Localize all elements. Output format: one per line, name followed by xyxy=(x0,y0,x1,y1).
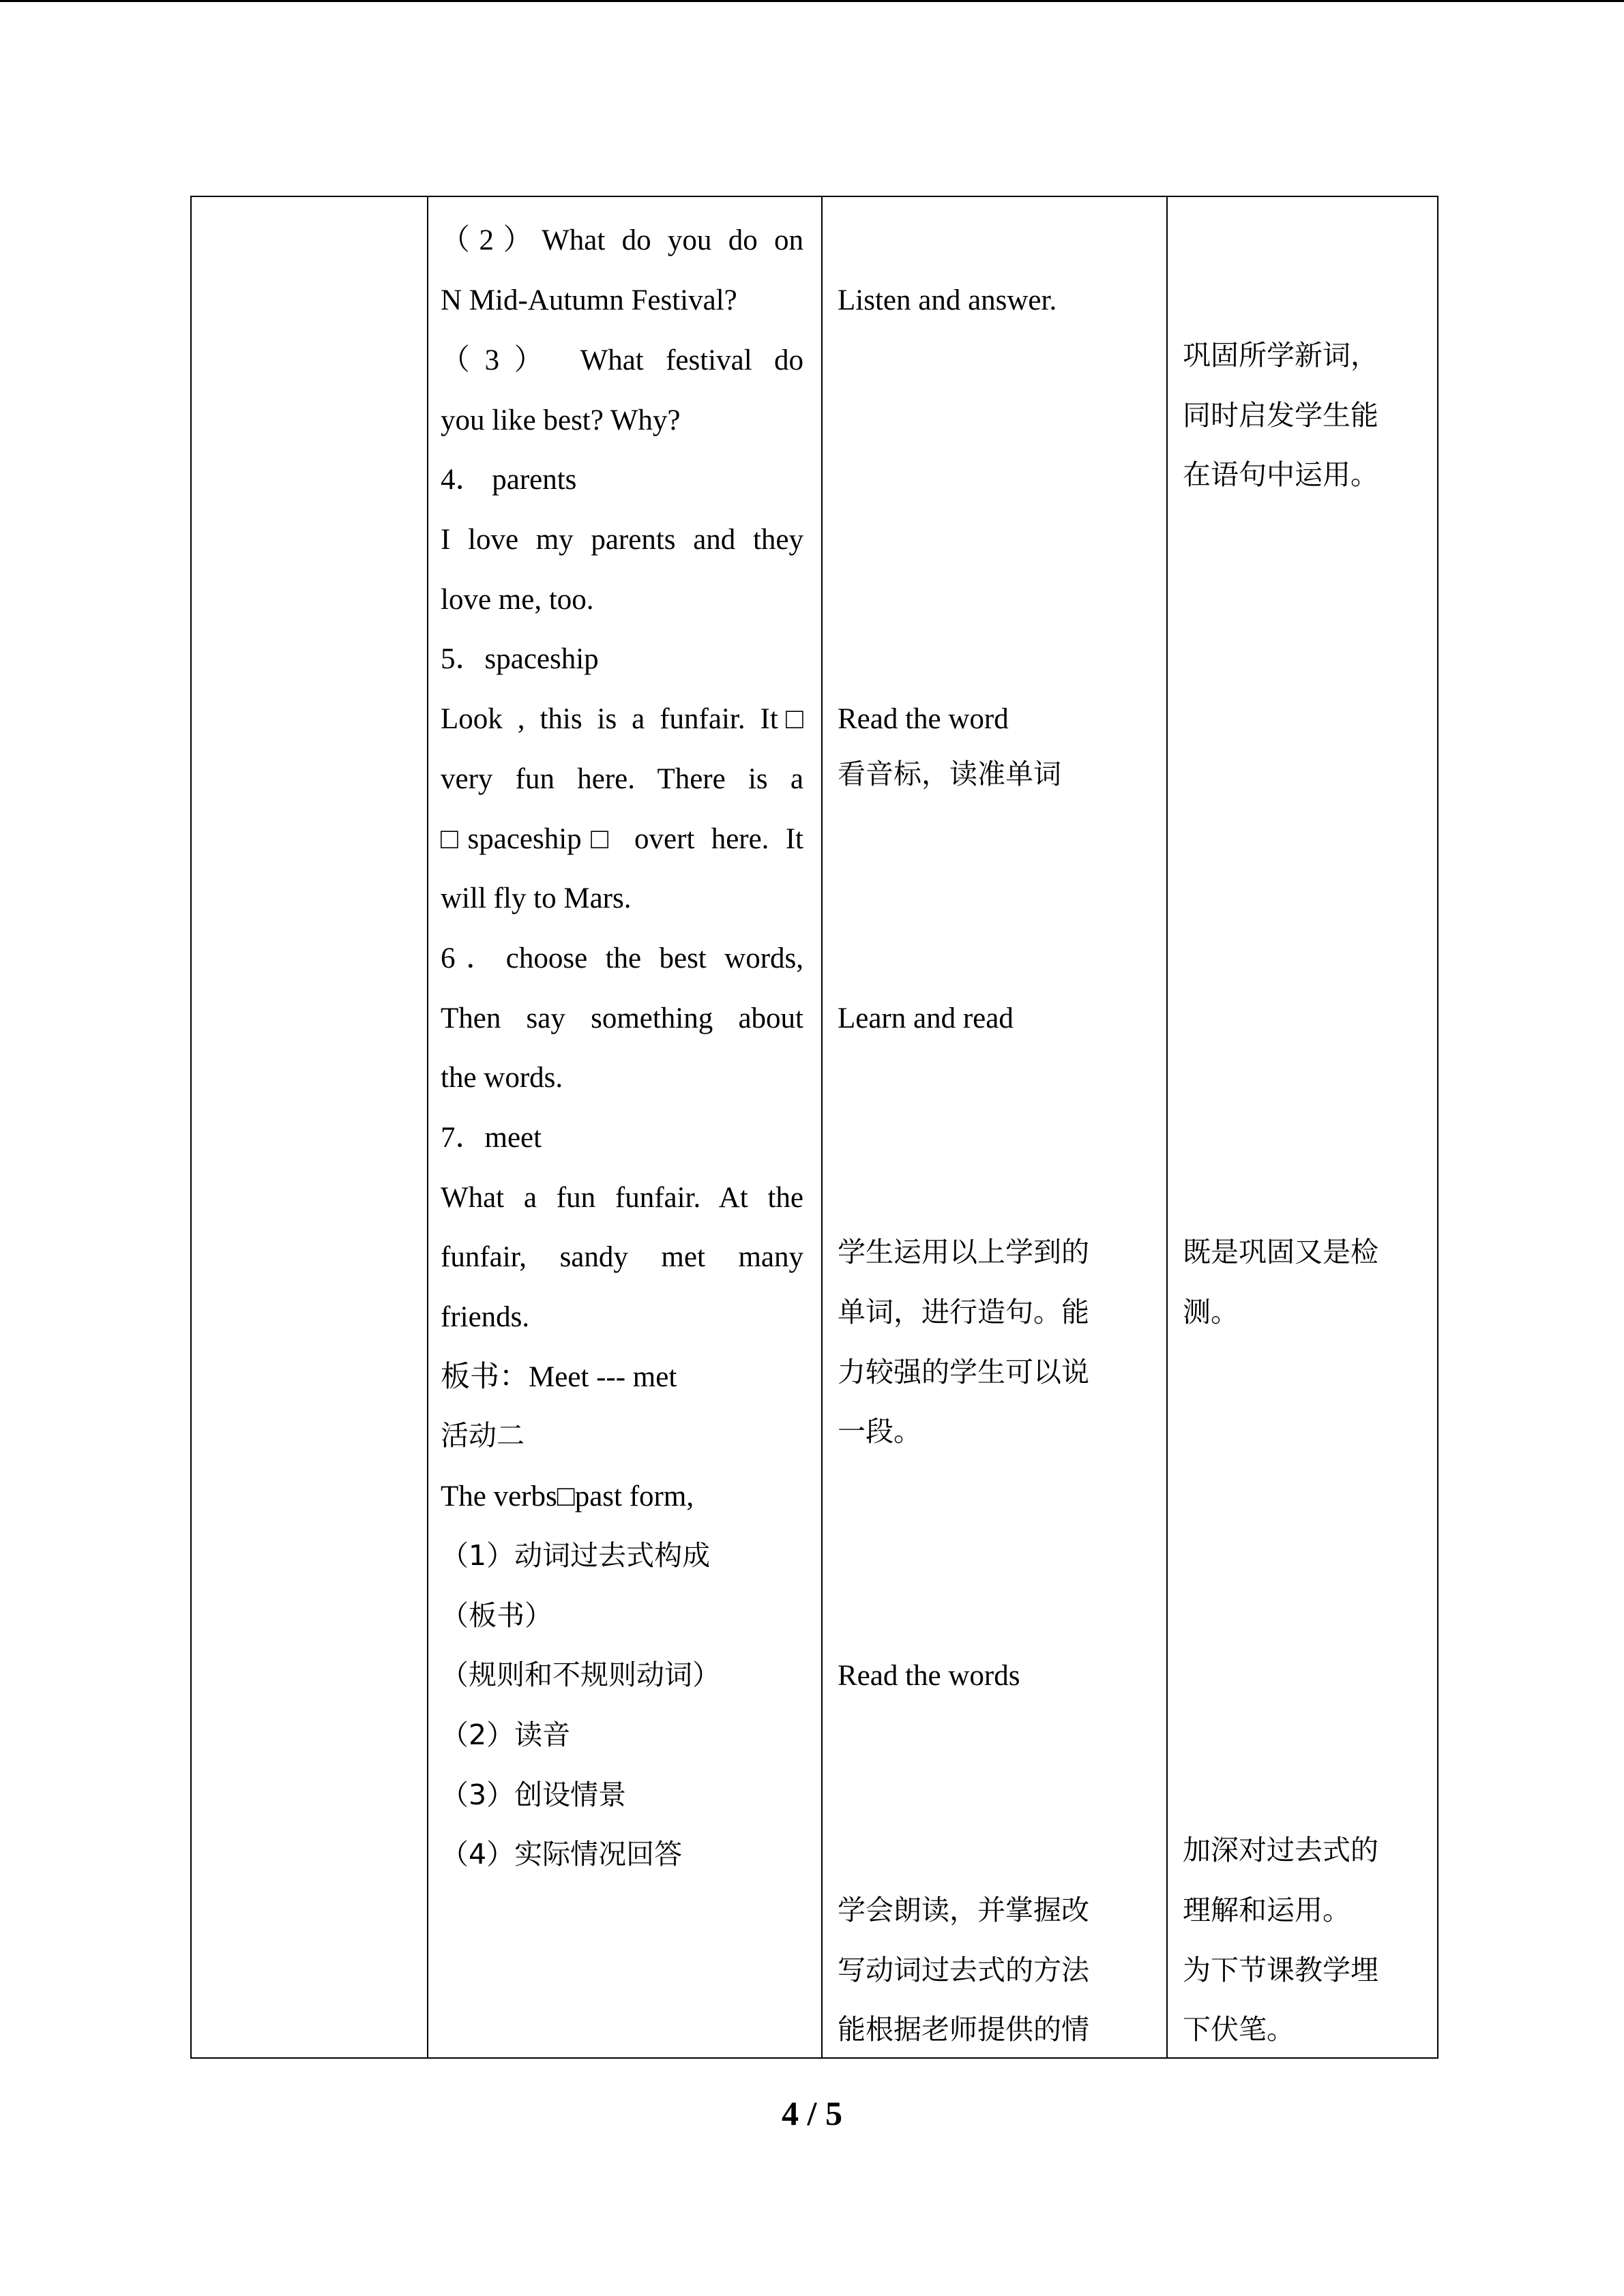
table-row xyxy=(191,196,1438,2058)
activity-line: 4． parents xyxy=(441,464,577,496)
activity-line: love me, too. xyxy=(441,584,594,616)
activity-line: What a fun funfair. At the xyxy=(441,1182,803,1214)
activity-line: （1）动词过去式构成 xyxy=(441,1539,711,1572)
activity-line: will fly to Mars. xyxy=(441,882,632,914)
activity-line: Look , this is a funfair. It□ xyxy=(441,703,803,735)
activity-line: （2）读音 xyxy=(441,1718,571,1751)
activity-heading: 活动二 xyxy=(441,1419,525,1452)
activity-line: □spaceship□ overt here. It xyxy=(441,823,803,855)
purpose-line: 在语句中运用。 xyxy=(1183,458,1378,491)
student-line: Read the words xyxy=(838,1660,1020,1692)
activity-line: （3） What festival do xyxy=(441,344,803,376)
student-line: 学生运用以上学到的 xyxy=(838,1236,1089,1268)
purpose-line: 同时启发学生能 xyxy=(1183,399,1378,432)
purpose-line: 理解和运用。 xyxy=(1183,1894,1350,1926)
page-top-border xyxy=(0,0,1624,2)
student-line: 能根据老师提供的情 xyxy=(838,2013,1089,2046)
student-line: 力较强的学生可以说 xyxy=(838,1356,1089,1388)
student-line: Read the word xyxy=(838,703,1009,735)
purpose-cell xyxy=(1167,196,1438,2058)
stage-column-cell xyxy=(191,196,428,2058)
student-activity-cell xyxy=(822,196,1167,2058)
student-line: 写动词过去式的方法 xyxy=(838,1954,1089,1986)
student-line: Listen and answer. xyxy=(838,284,1057,316)
purpose-line: 既是巩固又是检 xyxy=(1183,1236,1378,1268)
activity-line: the words. xyxy=(441,1062,563,1094)
student-line: 一段。 xyxy=(838,1415,921,1448)
purpose-line: 下伏笔。 xyxy=(1183,2013,1295,2046)
student-line: 学会朗读，并掌握改 xyxy=(838,1894,1089,1926)
activity-line: very fun here. There is a xyxy=(441,763,803,795)
purpose-line: 巩固所学新词， xyxy=(1183,339,1378,372)
purpose-line: 为下节课教学埋 xyxy=(1183,1954,1378,1986)
student-line: 看音标，读准单词 xyxy=(838,758,1061,790)
activity-line: （3）创设情景 xyxy=(441,1778,627,1811)
activity-line: I love my parents and they xyxy=(441,524,803,556)
teacher-activity-cell xyxy=(428,196,822,2058)
activity-line: （规则和不规则动词） xyxy=(441,1658,720,1691)
activity-line: N Mid-Autumn Festival? xyxy=(441,284,737,316)
student-line: Learn and read xyxy=(838,1002,1014,1034)
activity-line: friends. xyxy=(441,1301,530,1333)
activity-line: 7．meet xyxy=(441,1122,542,1154)
activity-line: 5．spaceship xyxy=(441,643,599,675)
purpose-line: 测。 xyxy=(1183,1296,1239,1328)
activity-line: you like best? Why? xyxy=(441,404,681,436)
activity-line: （板书） xyxy=(441,1599,552,1632)
student-line: 单词，进行造句。能 xyxy=(838,1296,1089,1328)
lesson-plan-table xyxy=(190,196,1438,2059)
activity-line: funfair, sandy met many xyxy=(441,1241,803,1273)
purpose-line: 加深对过去式的 xyxy=(1183,1834,1378,1866)
activity-line: 6．choose the best words, xyxy=(441,942,803,974)
page-number: 4 / 5 xyxy=(782,2094,842,2132)
activity-line: The verbs□past form, xyxy=(441,1480,694,1512)
activity-line: Then say something about xyxy=(441,1002,803,1034)
activity-line: （4）实际情况回答 xyxy=(441,1838,683,1870)
board-note-line: 板书：Meet --- met xyxy=(441,1361,677,1393)
activity-line: （2）What do you do on xyxy=(441,224,803,256)
